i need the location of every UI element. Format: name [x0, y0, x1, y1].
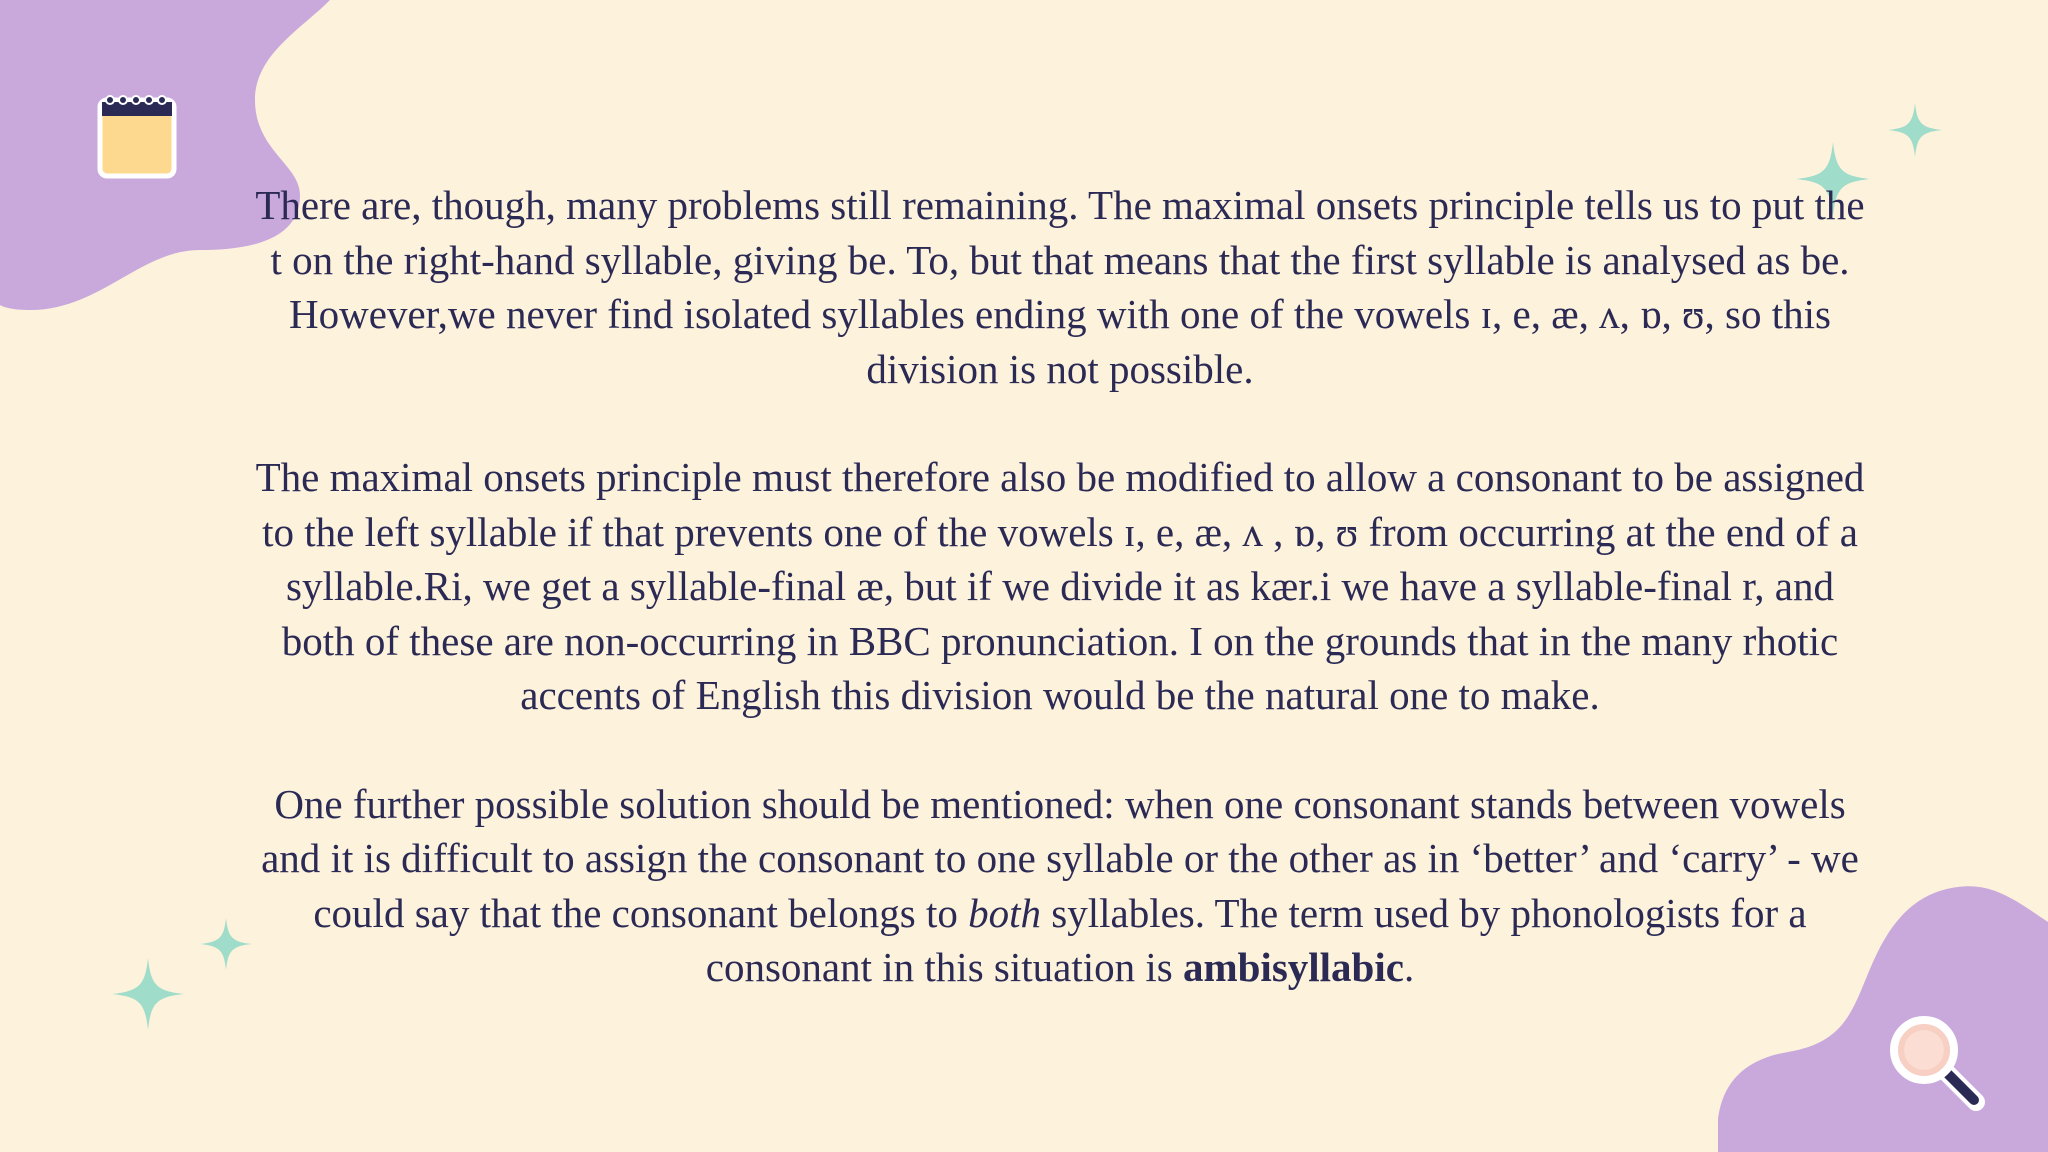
bold-term: ambisyllabic: [1182, 944, 1404, 990]
paragraph-2: The maximal onsets principle must therefore also be modified to allow a consonant to be assigned to the left syllable if that prevents one of the vowels ɪ, e, æ, ʌ , ɒ, ʊ from occurring at the end of a syllable.Ri, we get a syllable-final æ, but if we divide it as kær.i we have a syllable-final r, and both of these are non-occurring in BBC pronunciation. I on the grounds that in the many rhotic accents of English this division would be the natural one to make.: [255, 454, 1865, 718]
italic-emphasis: both: [968, 889, 1042, 936]
paragraph-3-text-end: .: [1403, 944, 1415, 990]
sparkle-icon: [112, 958, 184, 1030]
magnifier-icon: [1886, 1012, 1986, 1112]
paragraph-3: [250, 777, 1870, 995]
sparkle-icon: [1888, 103, 1942, 157]
notepad-icon: [96, 92, 178, 180]
paragraph-1: There are, though, many problems still remaining. The maximal onsets principle tells us to put the t on the right-hand syllable, giving be. To, but that means that the first syllable is analysed as be. However,we never find isolated syllables ending with one of the vowels ɪ, e, æ, ʌ, ɒ, ʊ, so this division is not possible.: [255, 182, 1865, 392]
paragraph-3-text-middle: syllables. The term used by phonologists for a consonant in this situation is: [705, 889, 1807, 990]
slide-body: [250, 178, 1870, 995]
sparkle-icon: [200, 918, 252, 970]
paragraph-3-text-start: One further possible solution should be mentioned: when one consonant stands between vowels and it is difficult to assign the consonant to one syllable or the other as in ‘better’ and ‘carry’ - we could say that the consonant belongs to: [261, 780, 1859, 936]
